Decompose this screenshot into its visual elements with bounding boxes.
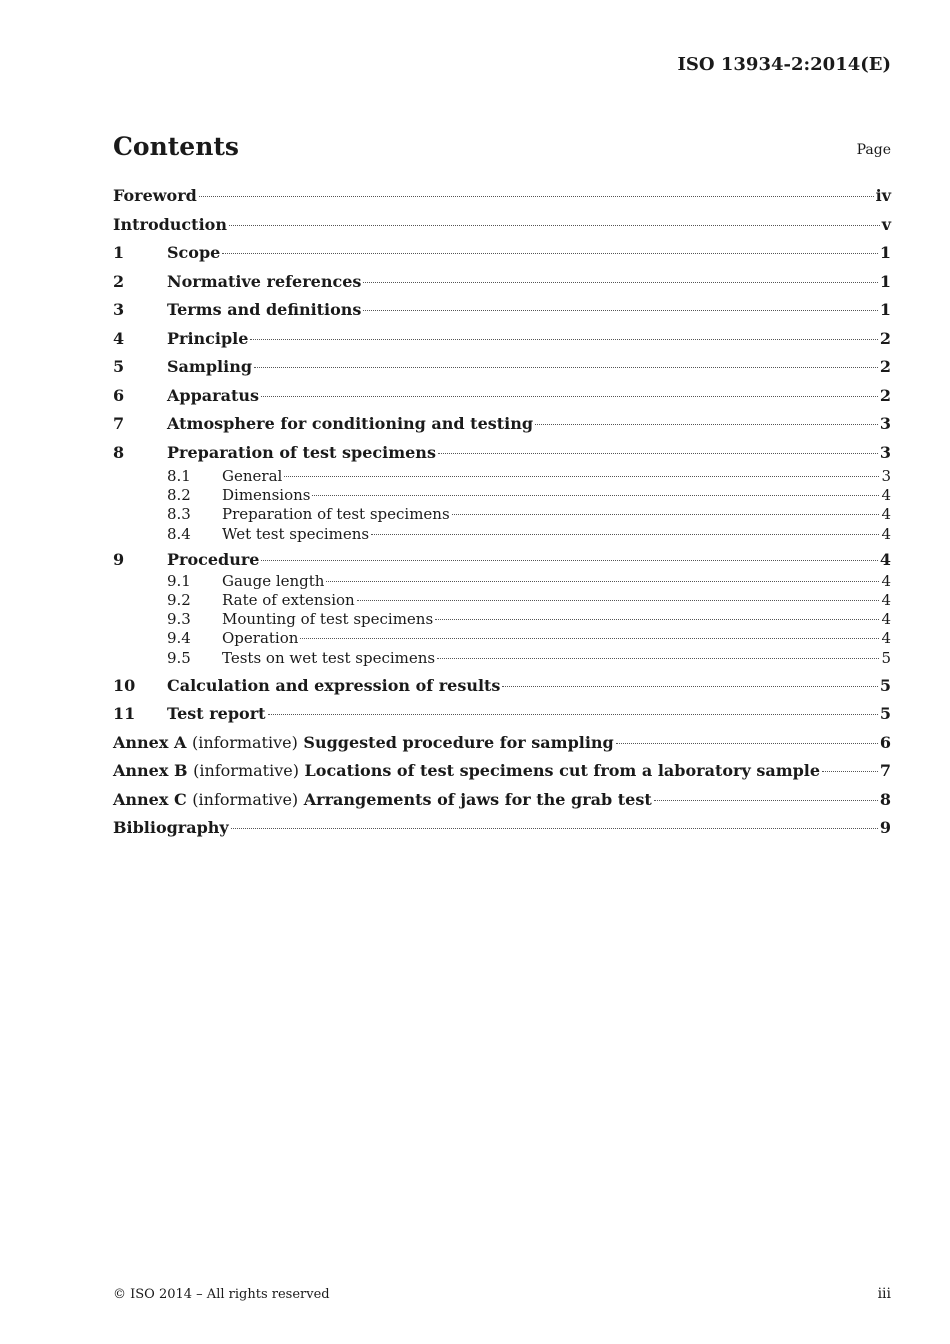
annex-title: Locations of test specimens cut from a laboratory sample <box>304 761 821 781</box>
toc-entry-number: 11 <box>113 704 136 724</box>
toc-subentry-rate-of-extension[interactable] <box>113 591 891 610</box>
toc-entry-title: Operation <box>222 629 299 648</box>
annex-type: (informative) <box>191 732 298 752</box>
dot-leader <box>284 476 879 477</box>
dot-leader <box>438 453 878 454</box>
toc-entry-title: General <box>222 467 283 485</box>
toc-entry-page: 3 <box>879 442 891 462</box>
toc-entry-number: 9.2 <box>167 590 191 609</box>
toc-entry-number: 9.3 <box>167 610 191 629</box>
annex-title: Suggested procedure for sampling <box>303 732 614 752</box>
toc-entry-title: Normative references <box>167 271 362 291</box>
toc-subentry-operation[interactable] <box>113 629 891 648</box>
toc-entry-page: 5 <box>881 648 891 667</box>
toc-entry-apparatus[interactable] <box>113 382 891 411</box>
dot-leader <box>261 560 877 561</box>
toc-entry-title: Dimensions <box>222 486 311 505</box>
toc-entry-number: 2 <box>113 271 125 291</box>
toc-entry-page: 4 <box>881 524 891 543</box>
toc-entry-terms-and-definitions[interactable] <box>113 296 891 325</box>
toc-entry-preparation[interactable] <box>113 439 891 468</box>
toc-entry-number: 9.1 <box>167 571 191 590</box>
dot-leader <box>437 658 879 659</box>
dot-leader <box>452 514 880 515</box>
toc-entry-test-report[interactable] <box>113 700 891 729</box>
toc-entry-title: Principle <box>167 328 249 348</box>
dot-leader <box>268 714 878 715</box>
annex-label: Annex B <box>113 761 188 781</box>
toc-entry-page: 4 <box>881 486 891 505</box>
toc-entry-title: Wet test specimens <box>222 524 370 543</box>
toc-entry-title: Tests on wet test specimens <box>222 648 436 667</box>
toc-entry-number: 8.4 <box>167 524 191 543</box>
toc-subentry-general[interactable] <box>113 467 891 486</box>
toc-entry-title: Terms and definitions <box>167 300 362 319</box>
toc-entry-number: 8.1 <box>167 467 191 485</box>
dot-leader <box>502 686 877 687</box>
dot-leader <box>300 638 879 639</box>
page-column-label: Page <box>856 142 891 158</box>
toc-entry-page: 1 <box>879 243 891 262</box>
toc-entry-title: Apparatus <box>167 385 259 405</box>
toc-entry-page: 9 <box>879 818 891 838</box>
toc-entry-number: 8.2 <box>167 486 191 505</box>
toc-entry-number: 9.4 <box>167 629 191 648</box>
toc-entry-number: 3 <box>113 300 125 319</box>
toc-entry-title: Foreword <box>113 186 197 205</box>
dot-leader <box>535 424 878 425</box>
table-of-contents <box>113 182 891 843</box>
toc-entry-number: 8.3 <box>167 505 191 524</box>
dot-leader <box>312 495 879 496</box>
toc-entry-calculation[interactable] <box>113 672 891 701</box>
toc-entry-atmosphere[interactable] <box>113 410 891 439</box>
toc-subentry-wet-tests[interactable] <box>113 649 891 668</box>
toc-entry-title: Preparation of test specimens <box>222 505 450 524</box>
toc-entry-title: Sampling <box>167 357 253 376</box>
toc-entry-title <box>113 729 614 758</box>
toc-entry-title: Test report <box>167 704 266 724</box>
toc-entry-page: 4 <box>881 610 891 629</box>
dot-leader <box>654 800 878 801</box>
toc-entry-page: 1 <box>879 271 891 291</box>
toc-entry-number: 9 <box>113 549 125 569</box>
toc-subentry-wet-specimens[interactable] <box>113 525 891 544</box>
toc-entry-number: 8 <box>113 442 125 462</box>
toc-subentry-dimensions[interactable] <box>113 486 891 505</box>
annex-label: Annex A <box>113 732 187 752</box>
toc-entry-title: Scope <box>167 243 221 262</box>
toc-entry-procedure[interactable] <box>113 548 891 572</box>
toc-entry-page: 4 <box>881 505 891 524</box>
toc-entry-annex-a[interactable] <box>113 729 891 758</box>
toc-entry-scope[interactable] <box>113 239 891 268</box>
toc-entry-bibliography[interactable] <box>113 814 891 843</box>
dot-leader <box>822 771 878 772</box>
annex-type: (informative) <box>192 789 299 809</box>
dot-leader <box>261 396 878 397</box>
toc-entry-page: 4 <box>881 629 891 648</box>
toc-entry-normative-references[interactable] <box>113 268 891 297</box>
toc-entry-foreword[interactable] <box>113 182 891 211</box>
toc-entry-title: Calculation and expression of results <box>167 675 501 695</box>
annex-title: Arrangements of jaws for the grab test <box>303 789 652 809</box>
toc-entry-title: Introduction <box>113 214 227 234</box>
toc-entry-number: 5 <box>113 357 125 376</box>
toc-entry-page: 3 <box>881 467 891 485</box>
toc-entry-page: 2 <box>879 328 891 348</box>
toc-entry-page: 3 <box>879 414 891 433</box>
dot-leader <box>250 339 877 340</box>
page-title: Contents <box>113 132 240 161</box>
toc-entry-page: 4 <box>881 571 891 590</box>
annex-type: (informative) <box>193 761 299 781</box>
toc-entry-page: 7 <box>879 761 891 781</box>
dot-leader <box>326 581 879 582</box>
dot-leader <box>231 828 878 829</box>
toc-entry-page: 8 <box>879 789 891 809</box>
toc-entry-page: 4 <box>881 590 891 609</box>
toc-entry-title <box>113 786 652 815</box>
page-number: iii <box>877 1286 891 1302</box>
toc-entry-number: 6 <box>113 385 125 405</box>
toc-entry-annex-c[interactable] <box>113 786 891 815</box>
toc-entry-introduction[interactable] <box>113 211 891 240</box>
dot-leader <box>363 282 877 283</box>
dot-leader <box>357 600 880 601</box>
toc-entry-title: Mounting of test specimens <box>222 610 434 629</box>
toc-subentry-mounting[interactable] <box>113 610 891 629</box>
toc-entry-title <box>113 757 820 786</box>
toc-entry-principle[interactable] <box>113 325 891 354</box>
toc-subentry-gauge-length[interactable] <box>113 572 891 591</box>
toc-entry-number: 10 <box>113 675 136 695</box>
dot-leader <box>199 196 874 197</box>
toc-entry-page: v <box>881 214 891 234</box>
toc-subentry-preparation[interactable] <box>113 505 891 524</box>
toc-entry-title: Rate of extension <box>222 590 355 609</box>
copyright-notice: © ISO 2014 – All rights reserved <box>113 1287 330 1302</box>
toc-entry-annex-b[interactable] <box>113 757 891 786</box>
toc-entry-title: Gauge length <box>222 571 325 590</box>
dot-leader <box>254 367 878 368</box>
dot-leader <box>363 310 877 311</box>
annex-label: Annex C <box>113 789 187 809</box>
toc-entry-title: Atmosphere for conditioning and testing <box>167 414 534 433</box>
dot-leader <box>616 743 878 744</box>
toc-entry-number: 4 <box>113 328 125 348</box>
toc-entry-title: Bibliography <box>113 818 229 838</box>
toc-entry-page: 6 <box>879 732 891 752</box>
dot-leader <box>435 619 879 620</box>
toc-entry-page: 4 <box>879 549 891 569</box>
toc-entry-sampling[interactable] <box>113 353 891 382</box>
toc-entry-number: 9.5 <box>167 648 191 667</box>
toc-entry-page: 5 <box>879 675 891 695</box>
dot-leader <box>222 253 878 254</box>
toc-entry-page: iv <box>875 186 891 205</box>
toc-entry-page: 2 <box>879 385 891 405</box>
dot-leader <box>371 534 879 535</box>
toc-entry-number: 1 <box>113 243 125 262</box>
toc-entry-page: 1 <box>879 300 891 319</box>
page-footer <box>113 1282 891 1302</box>
toc-entry-page: 2 <box>879 357 891 376</box>
toc-entry-number: 7 <box>113 414 125 433</box>
toc-entry-page: 5 <box>879 704 891 724</box>
dot-leader <box>229 225 880 226</box>
toc-entry-title: Preparation of test specimens <box>167 442 436 462</box>
contents-header <box>113 132 891 164</box>
document-id: ISO 13934-2:2014(E) <box>677 54 891 75</box>
toc-entry-title: Procedure <box>167 549 260 569</box>
